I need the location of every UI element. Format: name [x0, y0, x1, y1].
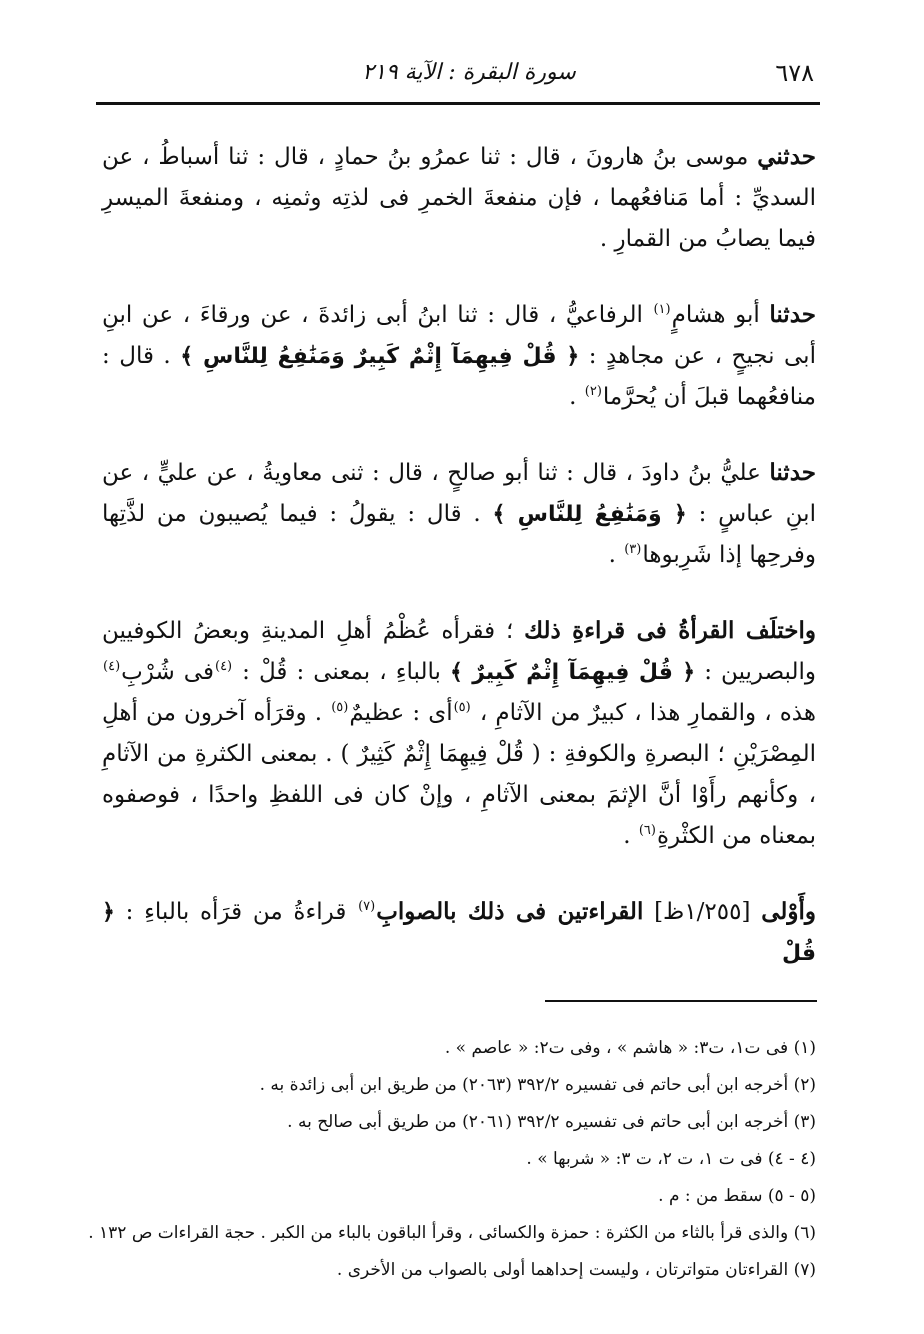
- quran-quote: ﴿ قُلْ: [102, 900, 816, 966]
- paragraph-text: . قال : يقولُ : فيما يُصيبون من لذَّتِها وفرحِها إذا شَرِبوها: [102, 501, 816, 568]
- paragraph-text: بالباءِ ، بمعنى : قُلْ :: [233, 659, 450, 685]
- note-marker: (٥): [453, 700, 471, 715]
- page-header: [98, 56, 818, 96]
- paragraph-text: موسى بنُ هارونَ ، قال : ثنا عمرُو بنُ حمادٍ ، قال : ثنا أسباطُ ، عن السديِّ : أما مَنافعُهما ، فإن منفعةَ الخمرِ فى لذتِه وثمنِه ، ومنفعةَ الميسرِ فيما يصابُ من القمارِ .: [102, 144, 816, 252]
- paragraph-text: . وقرَأه آخرون من أهلِ المِصْرَيْنِ ؛ البصرةِ والكوفةِ : ( قُلْ فِيهِمَا إِثْمٌ كَثِيرٌ ) . بمعنى الكثرةِ من الآثامِ ، وكأنهم رأَوْا أنَّ الإثمَ بمعنى الآثامِ ، وإنْ كان فى اللفظِ واحدًا ، فوصفوه بمعناه من الكثْرةِ: [102, 700, 816, 849]
- note-marker: (٥): [331, 700, 349, 715]
- paragraph-lead: حدثنا: [769, 459, 816, 486]
- note-marker: (٤): [103, 659, 121, 674]
- footnotes: [88, 1030, 816, 1289]
- note-marker: (٣): [624, 542, 642, 557]
- footnote-rule: [545, 1000, 817, 1002]
- paragraph-text: .: [623, 823, 638, 849]
- note-marker: (٦): [638, 823, 656, 838]
- paragraph-text: أى : عظيمٌ: [349, 700, 453, 726]
- paragraph-text: أبو هشامٍ: [671, 302, 770, 328]
- note-marker: (٤): [214, 659, 233, 674]
- note-marker: (١): [653, 302, 671, 317]
- note-marker: (٧): [358, 899, 376, 914]
- header-rule: [96, 102, 820, 105]
- footnote-item: (٦) والذى قرأ بالثاء من الكثرة : حمزة والكسائى ، وقرأ الباقون بالباء من الكبر . حجة القراءات ص ١٣٢ .: [88, 1223, 816, 1243]
- footnote-item: (٧) القراءتان متواترتان ، وليست إحداهما أولى بالصواب من الأخرى .: [336, 1260, 816, 1280]
- paragraph-text: .: [569, 384, 584, 410]
- paragraph-lead: حدثنا: [769, 301, 816, 328]
- paragraph-text: ؛ فقرأه عُظْمُ أهلِ المدينةِ وبعضُ الكوفيين والبصريين :: [102, 618, 816, 685]
- note-marker: (٢): [584, 384, 602, 399]
- paragraph-lead: حدثني: [757, 143, 816, 170]
- footnote-item: (٤ - ٤) فى ت ١، ت ٢، ت ٣: « شربها » .: [526, 1149, 816, 1169]
- footnote-item: (٣) أخرجه ابن أبى حاتم فى تفسيره ٣٩٢/٢ (٢٠٦١) من طريق أبى صالح به .: [287, 1112, 816, 1132]
- quran-quote: ﴿ قُلْ فِيهِمَآ إِثْمٌ كَبِيرٌ وَمَنَٰفِعُ لِلنَّاسِ ﴾: [180, 344, 580, 369]
- footnote-item: (١) فى ت١، ت٣: « هاشم » ، وفى ت٢: « عاصم » .: [444, 1038, 816, 1058]
- paragraph-strong: القراءتين فى ذلك بالصوابِ: [376, 898, 644, 925]
- paragraph-text: .: [608, 542, 624, 568]
- paragraph-4: [102, 610, 816, 857]
- paragraph-text: عليُّ بنُ داودَ ، قال : ثنا أبو صالحٍ ، قال : ثنى معاويةُ ، عن عليٍّ ، عن ابنِ عباسٍ :: [102, 460, 816, 527]
- paragraph-text: . قال : منافعُهما قبلَ أن يُحرَّما: [102, 343, 816, 410]
- paragraph-1: [102, 136, 816, 260]
- running-head: سورة البقرة : الآية ٢١٩: [362, 60, 576, 85]
- footnote-item: (٢) أخرجه ابن أبى حاتم فى تفسيره ٣٩٢/٢ (٢٠٦٣) من طريق ابن أبى زائدة به .: [259, 1075, 816, 1095]
- paragraph-lead: وأَوْلى: [761, 898, 816, 925]
- paragraph-lead: واختلَف القرأةُ فى قراءةِ ذلك: [524, 617, 817, 644]
- paragraph-text: الرفاعيُّ ، قال : ثنا ابنُ أبى زائدةَ ، عن ورقاءَ ، عن ابنِ أبى نجيحٍ ، عن مجاهدٍ :: [102, 302, 816, 369]
- quran-quote: ﴿ قُلْ فِيهِمَآ إِثْمٌ كَبِيرٌ ﴾: [449, 660, 696, 685]
- page-number: ٦٧٨: [775, 59, 814, 87]
- main-text: [102, 136, 816, 974]
- paragraph-text: هذه ، والقمارِ هذا ، كبيرٌ من الآثامِ ،: [471, 700, 816, 726]
- paragraph-text: فى شُرْبِ: [121, 659, 214, 685]
- paragraph-text: قراءةُ من قرَأه بالباءِ :: [114, 899, 358, 925]
- manuscript-ref: [١/٢٥٥ظ]: [643, 899, 762, 925]
- quran-quote: ﴿ وَمَنَٰفِعُ لِلنَّاسِ ﴾: [492, 502, 687, 527]
- paragraph-3: [102, 452, 816, 576]
- paragraph-5: [102, 891, 816, 974]
- footnote-item: (٥ - ٥) سقط من : م .: [658, 1186, 816, 1206]
- paragraph-2: [102, 294, 816, 418]
